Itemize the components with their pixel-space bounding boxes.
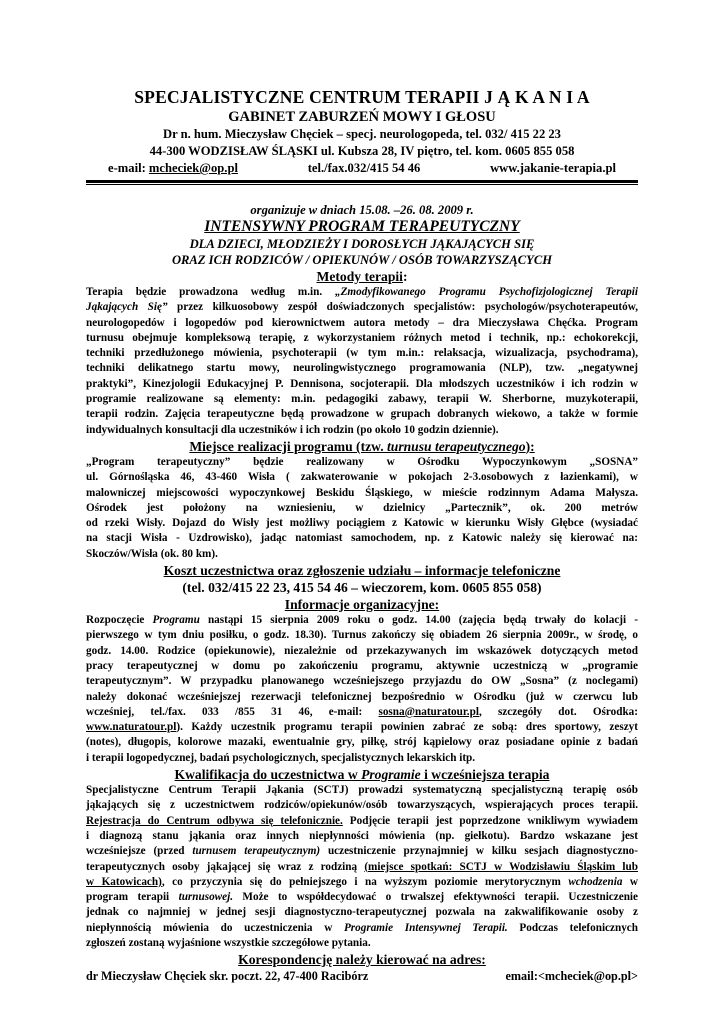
methods-line-5: techniki przedłużonego mówienia, psychoterapii (w tym m.in.: relaksacja, wizualizacja, psychodrama), [86,347,638,360]
methods-heading-colon: : [402,269,408,284]
org-l1a: Rozpoczęcie [86,614,153,627]
header-divider [86,180,638,183]
place-line-5: od rzeki Wisły. Dojazd do Wisły jest możliwy pociągiem z Katowic w kierunku Wisły Głębce (wysiadać [86,517,638,530]
methods-line-6: techniki delikatnego startu mowy, neurolingwistycznego programowania (NLP), tzw. „negatywnej [86,362,638,375]
qual-l6b: (miejsce spotkań: SCTJ w Wodzisławiu Śląskim lub [364,860,638,873]
qual-l5b: turnusem terapeutycznym) [192,845,321,858]
methods-line-7: praktyki”, Kinezjologii Edukacyjnej P. Dennisona, socjoterapii. Dla młodszych uczestników i ich rodzin w [86,377,638,390]
methods-line-10: indywidualnych konsultacji dla uczestników i ich rodzin (po około 10 godzin dziennie). [86,423,499,436]
methods-l1a: Terapia będzie prowadzona według m.in. [86,286,335,298]
qual-heading-c: i wcześniejsza terapia [420,767,550,783]
qual-line-4: i diagnozą stanu jąkania oraz innych niepłynności mówienia (np. giełkotu). Bardzo wskazane jest [86,829,638,842]
qual-line-5 [86,844,638,859]
methods-line-4: turnusu obejmuje kompleksową terapię, z wykorzystaniem różnych metod i technik, np.: echokorekcji, [86,331,638,344]
correspondence-email[interactable]: email:<mcheciek@op.pl> [505,969,638,984]
correspondence-address: dr Mieczysław Chęciek skr. poczt. 22, 47-400 Racibórz [86,969,369,984]
place-line-2: ul. Górnośląska 46, 43-460 Wisła ( zakwaterowanie w pokojach 2-3.osobowych z łazienkami), w [86,471,638,484]
cabinet-subtitle: GABINET ZABURZEŃ MOWY I GŁOSU [228,109,496,125]
org-paragraph [86,613,638,766]
methods-line-2 [86,300,638,315]
place-line-7: Skoczów/Wisła (ok. 80 km). [86,547,218,560]
qual-l7a: w Katowicach) [86,875,162,888]
correspondence-heading: Korespondencję należy kierować na adres: [238,952,486,968]
qual-l10b: Programie Intensywnej Terapii. [343,921,508,934]
naturatour-link[interactable]: www.naturatour.pl [86,721,177,734]
place-line-1: „Program terapeutyczny” będzie realizowany w Ośrodku Wypoczynkowym „SOSNA” [86,455,638,468]
place-line-3: malowniczej miejscowości wypoczynkowej Beskidu Śląskiego, w mieście rodzinnym Adama Małysza. [86,486,638,499]
email-label: e-mail: [108,161,146,175]
org-line-3: godz. 14.00. Rodzice (opiekunowie), niezależnie od przekazywanych im wskazówek dotyczących metod [86,644,638,657]
place-heading-a: Miejsce realizacji programu (tzw. [189,438,387,454]
methods-l1b: „Zmodyfikowanego Programu Psychofizjologicznej Terapii [335,286,638,298]
qual-line-11: zgłoszeń zostaną wyjaśnione wszystkie szczegółowe pytania. [86,936,371,949]
org-line-8 [86,720,638,735]
audience-line-1: DLA DZIECI, MŁODZIEŻY I DOROSŁYCH JĄKAJĄCYCH SIĘ [189,237,535,251]
org-line-2: pierwszego w tym dniu posiłku, o godz. 18.30). Turnus zakończy się obiadem 26 sierpnia 2009r., w środę, o [86,629,638,642]
qual-line-7 [86,875,638,890]
place-heading-b: turnusu terapeutycznego [387,438,526,454]
methods-line-3: neurologopedów i logopedów pod kierownictwem autora metody – dra Mieczysława Chęćka. Program [86,316,638,329]
qual-heading-a: Kwalifikacja do uczestnictwa w [174,767,362,783]
cost-heading: Koszt uczestnictwa oraz zgłoszenie udziału – informacje telefoniczne [163,563,561,579]
methods-line-9: terapii rodzin. Zajęcia terapeutyczne będą prowadzone w grupach dobranych wiekowo, a także w formie [86,408,638,421]
qual-heading-b: Programie [361,767,421,783]
org-l1c: nastąpi 15 sierpnia 2009 roku o godz. 14.00 (zajęcia będą trwały do kolacji - [199,614,639,627]
org-l7a: wcześniej, tel./fax. 033 /855 31 46, e-mail: [86,705,379,718]
correspondence-line [86,968,638,984]
place-heading-c: ): [525,438,535,454]
sosna-email-link[interactable]: sosna@naturatour.pl [378,705,479,718]
methods-line-8: programie realizowane są elementy: m.in. pedagogiki zabawy, terapii W. Sherborne, muzykoterapii, [86,393,638,406]
qual-line-8 [86,890,638,905]
methods-heading [86,268,638,285]
contact-line [86,160,638,177]
qual-l6a: terapeutycznych osoby jąkającej się wraz z rodziną [86,860,365,873]
organizes-line: organizuje w dniach 15.08. –26. 08. 2009 r. [250,203,474,217]
org-line-7 [86,705,638,720]
org-line-6: należy dokonać wcześniejszej rezerwacji telefonicznej bezpośrednio w Ośrodku (już w czerwcu lub [86,690,638,703]
org-line-9: (notes), długopis, kolorowe mazaki, ewentualnie gry, piłkę, strój kąpielowy oraz posiadane opinie z badań [86,736,638,749]
qual-paragraph [86,783,638,951]
qual-line-3 [86,814,638,829]
methods-line-1 [86,285,638,300]
qual-l7d: w [622,875,638,888]
org-line-1 [86,613,638,628]
org-l1b: Programu [152,614,200,627]
audience-line-2: ORAZ ICH RODZICÓW / OPIEKUNÓW / OSÓB TOWARZYSZĄCYCH [171,253,553,267]
header-divider-thin [86,184,638,185]
place-paragraph [86,455,638,562]
qual-l7b: , co przyczynia się do pełniejszego i na wyższym poziomie merytorycznym [161,875,569,888]
qual-line-2: jąkających się z uczestnictwem rodziców/opiekunów/osób towarzyszących, wspierających proces terapii. [86,799,638,812]
qual-l8a: program terapii [86,891,179,904]
website-link[interactable]: www.jakanie-terapia.pl [490,161,616,175]
qual-l10a: niepłynnością mówienia do uczestniczenia w [86,921,344,934]
qual-l10c: Podczas telefonicznych [507,921,638,934]
qual-line-9: jednak co najmniej w jednej sesji diagnostyczno-terapeutycznej pozwala na zakwalifikowanie osoby z [86,906,638,919]
qual-l5a: wcześniejsze (przed [86,845,193,858]
methods-paragraph [86,285,638,438]
org-l7c: , szczegóły dot. Ośrodka: [478,705,639,718]
methods-heading-text: Metody terapii [316,269,403,284]
qual-line-10 [86,921,638,936]
qual-l7c: wchodzenia [568,875,623,888]
qual-heading [86,766,638,783]
flyer-content [86,86,638,984]
qual-l5c: uczestniczenie przynajmniej w kilku sesjach diagnostyczno- [320,845,638,858]
org-heading: Informacje organizacyjne: [284,597,440,613]
place-line-4: Ośrodek jest położony na wzniesieniu, w dzielnicy „Partecznik”, ok. 200 metrów [86,501,638,514]
address-line: 44-300 WODZISŁAW ŚLĄSKI ul. Kubsza 28, IV piętro, tel. kom. 0605 855 058 [149,144,575,158]
methods-l2a: Jąkających Się” [86,301,168,314]
org-line-10: i terapii logopedycznej, badań psychologicznych, specjalistycznych lekarskich itp. [86,751,476,764]
telfax: tel./fax.032/415 54 46 [307,161,421,175]
email-link[interactable]: mcheciek@op.pl [148,161,238,175]
qual-l8c: Może to współdecydować o trwalszej efektywności terapii. Uczestniczenie [233,891,638,904]
org-line-5: terapeutycznym”. W przypadku planowanego wcześniejszego przyjazdu do OW „Sosna” (z noclegami) [86,675,638,688]
place-heading [86,438,638,455]
methods-l2b: przez kilkuosobowy zespół doświadczonych specjalistów: psychologów/psychoterapeutów, [167,301,638,314]
qual-line-6 [86,860,638,875]
place-line-6: na stacji Wisła - Uzdrowisko), jadąc natomiast samochodem, np. z Katowic należy się kierować na: [86,532,638,545]
center-title: SPECJALISTYCZNE CENTRUM TERAPII J Ą K A N I A [134,87,590,107]
qual-l3b: Podjęcie terapii jest poprzedzone wnikliwym wywiadem [342,814,638,827]
org-line-4: pracy terapeutycznej w domu po zakończeniu programu, aktywnie uczestniczą w „programie [86,659,638,672]
org-l8b: ). Każdy uczestnik programu terapii powinien zabrać ze sobą: dres sportowy, zeszyt [176,721,638,734]
qual-l3a: Rejestracja do Centrum odbywa się telefonicznie. [86,814,343,827]
email-group [108,160,238,177]
cost-phones: (tel. 032/415 22 23, 415 54 46 – wieczorem, kom. 0605 855 058) [182,580,542,596]
person-line: Dr n. hum. Mieczysław Chęciek – specj. neurologopeda, tel. 032/ 415 22 23 [163,127,561,141]
program-title: INTENSYWNY PROGRAM TERAPEUTYCZNY [204,218,520,235]
qual-l8b: turnusowej. [178,891,234,904]
qual-line-1: Specjalistyczne Centrum Terapii Jąkania (SCTJ) prowadzi systematyczną specjalistyczną terapię osób [86,784,638,797]
